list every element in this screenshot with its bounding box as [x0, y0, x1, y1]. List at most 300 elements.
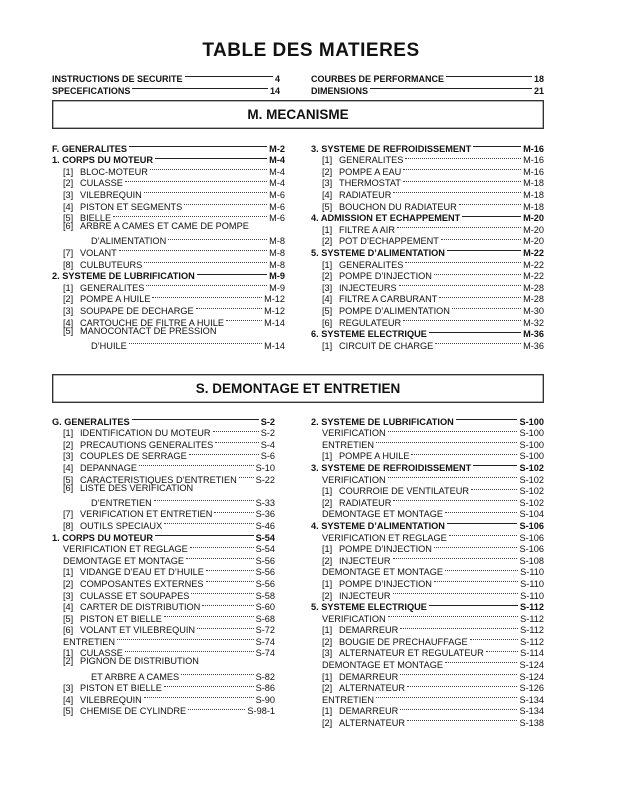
entry-page: S-58 — [255, 590, 275, 601]
entry-page: S-110 — [520, 590, 544, 601]
item-number: [8] — [63, 520, 74, 531]
entry-page: S-104 — [519, 509, 544, 520]
leader-line — [226, 314, 262, 326]
entry-label: VOLANT — [80, 247, 117, 258]
leader-line — [164, 610, 254, 622]
item-number: [1] — [322, 259, 333, 270]
leader-line — [144, 691, 254, 703]
leader-line — [388, 610, 519, 622]
item-number: [1] — [322, 155, 333, 166]
entry-page: S-33 — [255, 497, 275, 508]
leader-line — [445, 564, 518, 576]
item-number: [1] — [63, 166, 74, 177]
entry-label: POMPE A HUILE — [80, 294, 151, 305]
entry-label: POMPE D’INJECTION — [339, 544, 432, 555]
leader-line — [429, 326, 521, 338]
mecanisme-right-column — [311, 140, 544, 349]
entry-label: COURBES DE PERFORMANCE — [311, 73, 445, 84]
leader-line — [188, 703, 245, 715]
entry-page: M-12 — [264, 305, 285, 316]
item-number: [5] — [63, 613, 74, 624]
entry-label: 1. CORPS DU MOTEUR — [52, 532, 154, 543]
entry-label: PRECAUTIONS GENERALITES — [80, 439, 214, 450]
toc-item-continuation[interactable] — [52, 233, 285, 245]
entry-page: M-16 — [523, 143, 544, 154]
entry-label: COURROIE DE VENTILATEUR — [339, 486, 470, 497]
section-heading-demontage-entretien: S. DEMONTAGE ET ENTRETIEN — [52, 374, 544, 403]
toc-chapter-entry[interactable] — [311, 413, 544, 425]
leader-line — [462, 210, 521, 222]
item-number: [1] — [322, 544, 333, 555]
toc-item-entry[interactable] — [52, 244, 285, 256]
leader-line — [447, 517, 518, 529]
entry-label: DEMARREUR — [339, 706, 399, 717]
item-number: [2] — [322, 166, 333, 177]
entry-page: M-20 — [523, 236, 544, 247]
entry-page: M-8 — [269, 247, 285, 258]
entry-label: MANOCONTACT DE PRESSION — [80, 325, 217, 336]
entry-label: F. GENERALITES — [52, 143, 128, 154]
entry-page: S-74 — [255, 636, 275, 647]
leader-line — [434, 575, 518, 587]
leader-line — [125, 175, 267, 187]
entry-page: S-112 — [520, 625, 544, 636]
entry-page: S-114 — [520, 648, 544, 659]
entry-page: M-9 — [269, 271, 285, 282]
item-number: [1] — [63, 428, 74, 439]
item-number: [2] — [63, 578, 74, 589]
toc-chapter-entry[interactable] — [311, 140, 544, 152]
leader-line — [459, 198, 521, 210]
entry-page: M-32 — [523, 317, 544, 328]
entry-label: ARBRE A CAMES ET CAME DE POMPE — [80, 221, 249, 232]
entry-page: S-108 — [519, 555, 544, 566]
top-entries-left — [52, 70, 280, 94]
entry-page: S-74 — [255, 648, 275, 659]
entry-label: 1. CORPS DU MOTEUR — [52, 155, 154, 166]
entry-page: S-98-1 — [247, 706, 275, 717]
entry-label: POMPE A EAU — [339, 166, 402, 177]
entry-page: M-12 — [264, 294, 285, 305]
leader-line — [393, 494, 517, 506]
entry-page: M-2 — [269, 143, 285, 154]
entry-label: 3. SYSTEME DE REFROIDISSEMENT — [311, 462, 472, 473]
leader-line — [196, 302, 262, 314]
entry-label: VILEBREQUIN — [80, 189, 142, 200]
entry-page: M-4 — [269, 166, 285, 177]
leader-line — [184, 198, 267, 210]
entry-label: D’HUILE — [91, 340, 127, 351]
entry-label: GENERALITES — [339, 259, 404, 270]
entry-page: S-56 — [255, 555, 275, 566]
leader-line — [473, 140, 521, 152]
entry-page: S-106 — [519, 520, 544, 531]
top-entries-right — [311, 70, 544, 94]
leader-line — [470, 633, 519, 645]
leader-line — [393, 186, 521, 198]
entry-label: CARTOUCHE DE FILTRE A HUILE — [80, 317, 224, 328]
entry-page: M-14 — [264, 317, 285, 328]
entry-label: D’ALIMENTATION — [91, 236, 167, 247]
toc-chapter-entry[interactable] — [52, 413, 275, 425]
entry-label: ET ARBRE A CAMES — [91, 671, 180, 682]
entry-label: 5. SYSTEME D’ALIMENTATION — [311, 247, 445, 258]
item-number: [4] — [63, 694, 74, 705]
leader-line — [239, 471, 254, 483]
leader-line — [471, 483, 517, 495]
entry-page: S-46 — [255, 520, 275, 531]
entry-label: ALTERNATEUR ET REGULATEUR — [339, 648, 484, 659]
entry-page: S-22 — [255, 474, 275, 485]
toc-item-continuation[interactable] — [52, 668, 275, 680]
entry-label: INJECTEUR — [339, 555, 391, 566]
entry-label: DEMONTAGE ET MONTAGE — [322, 567, 443, 578]
entry-label: LISTE DES VERIFICATION — [80, 482, 194, 493]
leader-line — [155, 152, 267, 164]
entry-label: DEMONTAGE ET MONTAGE — [322, 660, 443, 671]
entry-label: 3. SYSTEME DE REFROIDISSEMENT — [311, 143, 472, 154]
entry-label: VERIFICATION — [322, 474, 386, 485]
toc-item-entry[interactable] — [52, 221, 285, 233]
entry-label: VERIFICATION — [322, 428, 386, 439]
entry-page: M-20 — [523, 213, 544, 224]
leader-line — [445, 506, 517, 518]
entry-page: S-126 — [519, 683, 544, 694]
entry-label: RADIATEUR — [339, 497, 392, 508]
entry-page: 4 — [274, 73, 280, 84]
entry-page: S-86 — [255, 683, 275, 694]
entry-page: M-6 — [269, 189, 285, 200]
entry-page: S-2 — [260, 428, 275, 439]
entry-label: FILTRE A AIR — [339, 224, 395, 235]
item-number: [6] — [63, 482, 74, 493]
leader-line — [446, 70, 532, 82]
entry-page: S-110 — [520, 567, 544, 578]
item-number: [5] — [63, 213, 74, 224]
entry-page: M-4 — [269, 178, 285, 189]
entry-page: S-112 — [519, 602, 544, 613]
leader-line — [452, 302, 521, 314]
entry-page: S-56 — [255, 567, 275, 578]
entry-label: CULASSE ET SOUPAPES — [80, 590, 190, 601]
leader-line — [441, 233, 521, 245]
entry-label: CULASSE — [80, 178, 123, 189]
item-number: [1] — [63, 282, 74, 293]
entry-label: PISTON ET BIELLE — [80, 683, 162, 694]
leader-line — [168, 233, 267, 245]
entry-label: DEMONTAGE ET MONTAGE — [63, 555, 184, 566]
item-number: [7] — [63, 509, 74, 520]
item-number: [4] — [63, 317, 74, 328]
entry-label: GENERALITES — [80, 282, 145, 293]
entry-page: M-8 — [269, 259, 285, 270]
entry-label: D’ENTRETIEN — [91, 497, 152, 508]
entry-page: M-22 — [523, 259, 544, 270]
entry-label: BLOC-MOTEUR — [80, 166, 148, 177]
item-number: [1] — [63, 567, 74, 578]
entry-page: S-138 — [519, 718, 544, 729]
leader-line — [129, 140, 267, 152]
leader-line — [388, 471, 518, 483]
entry-page: S-112 — [520, 636, 544, 647]
toc-item-continuation[interactable] — [52, 337, 285, 349]
leader-line — [206, 575, 254, 587]
entry-label: 4. ADMISSION ET ECHAPPEMENT — [311, 213, 461, 224]
leader-line — [206, 564, 254, 576]
entry-label: VOLANT ET VILEBREQUIN — [80, 625, 196, 636]
entry-page: 14 — [269, 85, 280, 96]
entry-page: S-100 — [519, 439, 544, 450]
entry-page: S-100 — [519, 451, 544, 462]
entry-page: S-124 — [519, 671, 544, 682]
entry-label: CULBUTEURS — [80, 259, 143, 270]
leader-line — [146, 279, 267, 291]
item-number: [4] — [63, 201, 74, 212]
entry-label: GENERALITES — [339, 155, 404, 166]
entry-label: CIRCUIT DE CHARGE — [339, 340, 434, 351]
item-number: [1] — [63, 648, 74, 659]
leader-line — [144, 186, 267, 198]
entry-page: S-100 — [519, 416, 544, 427]
entry-page: S-2 — [260, 416, 275, 427]
item-number: [2] — [322, 683, 333, 694]
item-number: [2] — [322, 590, 333, 601]
item-number: [1] — [322, 671, 333, 682]
leader-line — [399, 279, 521, 291]
entry-page: 21 — [533, 85, 544, 96]
entry-page: M-8 — [269, 236, 285, 247]
entry-label: DEMONTAGE ET MONTAGE — [322, 509, 443, 520]
item-number: [1] — [322, 224, 333, 235]
toc-item-entry[interactable] — [52, 656, 275, 668]
item-number: [4] — [63, 462, 74, 473]
leader-line — [197, 622, 254, 634]
item-number: [1] — [322, 706, 333, 717]
entry-page: M-28 — [523, 294, 544, 305]
item-number: [5] — [63, 706, 74, 717]
item-number: [2] — [322, 718, 333, 729]
entry-label: 6. SYSTEME ELECTRIQUE — [311, 329, 427, 340]
item-number: [5] — [63, 325, 74, 336]
entry-page: S-90 — [255, 694, 275, 705]
leader-line — [189, 448, 259, 460]
item-number: [2] — [63, 439, 74, 450]
item-number: [2] — [63, 178, 74, 189]
toc-chapter-entry[interactable] — [52, 140, 285, 152]
entry-page: S-102 — [519, 474, 544, 485]
leader-line — [434, 268, 521, 280]
entry-page: S-102 — [519, 462, 544, 473]
entry-page: M-18 — [523, 189, 544, 200]
entry-label: INJECTEUR — [339, 590, 391, 601]
leader-line — [405, 152, 521, 164]
entry-label: CARACTERISTIQUES D’ENTRETIEN — [80, 474, 237, 485]
leader-line — [185, 70, 273, 82]
leader-line — [456, 413, 518, 425]
entry-page: S-54 — [255, 544, 275, 555]
item-number: [5] — [63, 474, 74, 485]
item-number: [2] — [322, 271, 333, 282]
entry-page: M-36 — [523, 340, 544, 351]
toc-item-entry[interactable] — [52, 326, 285, 338]
leader-line — [434, 541, 518, 553]
entry-label: CULASSE — [80, 648, 123, 659]
leader-line — [164, 517, 253, 529]
leader-line — [407, 680, 517, 692]
entry-page: S-56 — [255, 578, 275, 589]
leader-line — [400, 668, 517, 680]
entry-label: 5. SYSTEME ELECTRIQUE — [311, 602, 427, 613]
entry-page: S-102 — [519, 486, 544, 497]
entry-label: ENTRETIEN — [322, 439, 375, 450]
leader-line — [403, 175, 521, 187]
entry-label: PISTON ET BIELLE — [80, 613, 162, 624]
item-number: [2] — [322, 555, 333, 566]
item-number: [3] — [322, 178, 333, 189]
entry-page: M-22 — [523, 271, 544, 282]
entry-page: M-18 — [523, 201, 544, 212]
toc-entry[interactable] — [52, 82, 280, 94]
entry-label: POMPE D’ALIMENTATION — [339, 305, 450, 316]
toc-entry[interactable] — [311, 70, 544, 82]
entry-page: M-6 — [269, 201, 285, 212]
entry-page: M-16 — [523, 166, 544, 177]
entry-label: DEMARREUR — [339, 625, 399, 636]
entry-label: VIDANGE D’EAU ET D’HUILE — [80, 567, 204, 578]
toc-item-continuation[interactable] — [52, 494, 275, 506]
leader-line — [155, 529, 254, 541]
entry-label: OUTILS SPECIAUX — [80, 520, 163, 531]
leader-line — [214, 506, 253, 518]
entry-label: POT D’ECHAPPEMENT — [339, 236, 439, 247]
entry-label: SOUPAPE DE DECHARGE — [80, 305, 194, 316]
entry-label: POMPE A HUILE — [339, 451, 410, 462]
entry-page: S-134 — [519, 706, 544, 717]
entry-page: M-30 — [523, 305, 544, 316]
leader-line — [191, 587, 253, 599]
entry-page: S-60 — [255, 602, 275, 613]
leader-line — [190, 541, 254, 553]
item-number: [2] — [322, 497, 333, 508]
item-number: [1] — [322, 625, 333, 636]
entry-label: VILEBREQUIN — [80, 694, 142, 705]
entry-page: S-4 — [260, 439, 275, 450]
entry-label: VERIFICATION — [322, 613, 386, 624]
item-number: [3] — [63, 590, 74, 601]
item-number: [1] — [322, 451, 333, 462]
entry-page: S-100 — [519, 428, 544, 439]
item-number: [3] — [63, 451, 74, 462]
leader-line — [400, 703, 517, 715]
entry-label: VERIFICATION ET ENTRETIEN — [80, 509, 213, 520]
leader-line — [439, 291, 521, 303]
leader-line — [144, 256, 267, 268]
entry-label: POMPE D’INJECTION — [339, 271, 432, 282]
entry-page: S-110 — [520, 578, 544, 589]
entry-label: CHEMISE DE CYLINDRE — [80, 706, 187, 717]
entry-page: S-68 — [255, 613, 275, 624]
entry-page: S-124 — [519, 660, 544, 671]
entry-label: REGULATEUR — [339, 317, 402, 328]
item-number: [4] — [322, 294, 333, 305]
section-heading-mecanisme: M. MECANISME — [52, 100, 544, 129]
entry-page: S-106 — [519, 532, 544, 543]
leader-line — [139, 459, 254, 471]
toc-item-entry[interactable] — [52, 506, 275, 518]
entry-label: BOUCHON DU RADIATEUR — [339, 201, 457, 212]
entry-page: M-14 — [264, 340, 285, 351]
leader-line — [403, 314, 521, 326]
entry-label: G. GENERALITES — [52, 416, 130, 427]
item-number: [2] — [322, 236, 333, 247]
leader-line — [132, 413, 259, 425]
leader-line — [186, 552, 254, 564]
leader-line — [435, 337, 521, 349]
entry-label: DIMENSIONS — [311, 85, 369, 96]
entry-page: S-54 — [255, 532, 275, 543]
entry-page: 18 — [533, 73, 544, 84]
entry-label: ALTERNATEUR — [339, 718, 406, 729]
leader-line — [445, 656, 517, 668]
leader-line — [154, 494, 254, 506]
leader-line — [132, 82, 268, 94]
entry-label: COUPLES DE SERRAGE — [80, 451, 187, 462]
leader-line — [150, 163, 267, 175]
leader-line — [164, 680, 254, 692]
entry-label: ENTRETIEN — [322, 694, 375, 705]
leader-line — [215, 436, 258, 448]
entry-page: M-4 — [269, 155, 285, 166]
toc-entry[interactable] — [52, 70, 280, 82]
item-number: [6] — [322, 317, 333, 328]
item-number: [3] — [322, 648, 333, 659]
leader-line — [473, 459, 517, 471]
item-number: [5] — [322, 201, 333, 212]
item-number: [4] — [322, 189, 333, 200]
leader-line — [429, 599, 518, 611]
entry-page: M-6 — [269, 213, 285, 224]
item-number: [3] — [63, 305, 74, 316]
item-number: [6] — [63, 625, 74, 636]
leader-line — [407, 714, 517, 726]
entry-label: INSTRUCTIONS DE SECURITE — [52, 73, 183, 84]
entry-page: S-36 — [255, 509, 275, 520]
entry-page: M-20 — [523, 224, 544, 235]
demontage-right-column — [311, 413, 544, 729]
entry-label: 2. SYSTEME DE LUBRIFICATION — [52, 271, 195, 282]
entry-page: S-106 — [519, 544, 544, 555]
leader-line — [376, 691, 517, 703]
leader-line — [202, 599, 253, 611]
mecanisme-left-column — [52, 140, 285, 349]
entry-page: S-6 — [260, 451, 275, 462]
toc-item-entry[interactable] — [52, 483, 275, 495]
entry-label: COMPOSANTES EXTERNES — [80, 578, 204, 589]
item-number: [3] — [63, 683, 74, 694]
leader-line — [403, 163, 521, 175]
leader-line — [370, 82, 532, 94]
leader-line — [152, 291, 262, 303]
leader-line — [376, 436, 517, 448]
entry-label: DEPANNAGE — [80, 462, 138, 473]
entry-page: S-72 — [255, 625, 275, 636]
entry-label: INJECTEURS — [339, 282, 397, 293]
toc-entry[interactable] — [311, 82, 544, 94]
leader-line — [117, 633, 254, 645]
entry-label: CARTER DE DISTRIBUTION — [80, 602, 201, 613]
entry-page: M-22 — [523, 247, 544, 258]
toc-item-entry[interactable] — [52, 680, 275, 692]
